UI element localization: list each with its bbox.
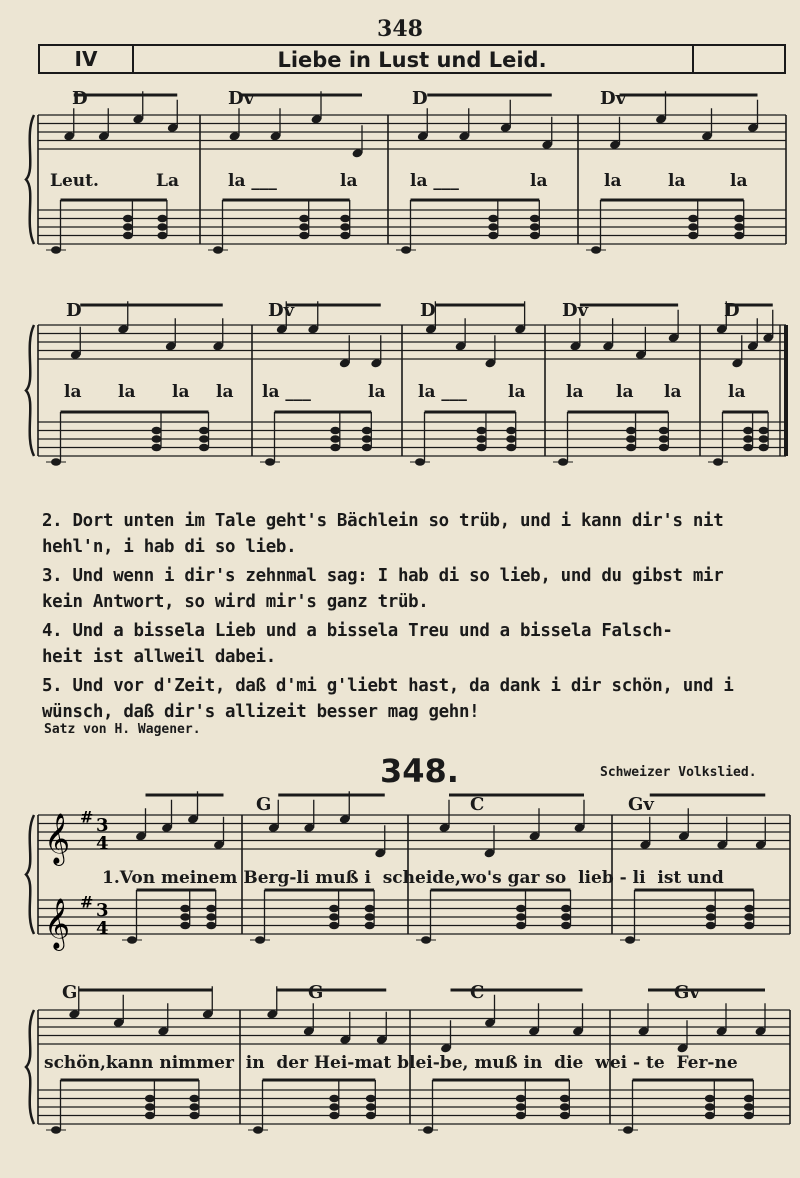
chord-note — [705, 1095, 715, 1103]
lyric-syllable: la ___ — [262, 382, 311, 402]
chord-note — [189, 1095, 199, 1103]
chord-note — [516, 1095, 526, 1103]
lyric-syllable: la — [668, 171, 686, 191]
chord-note — [329, 1103, 339, 1111]
sharp-icon: # — [80, 892, 94, 912]
chord-symbol: G — [256, 794, 272, 815]
time-signature-bottom: 4 — [96, 918, 109, 939]
chord-note — [366, 1112, 376, 1120]
chord-note — [744, 1095, 754, 1103]
arrangement-credit: Satz von H. Wagener. — [44, 722, 201, 737]
time-signature-top: 3 — [96, 815, 109, 836]
chord-note — [366, 1103, 376, 1111]
chord-note — [744, 1103, 754, 1111]
chord-symbol: Dv — [562, 300, 589, 321]
lyric-syllable: la — [616, 382, 634, 402]
chord-symbol: Gv — [628, 794, 654, 815]
lyric-syllable: la — [340, 171, 358, 191]
verse-4: 4. Und a bissela Lieb und a bissela Treu und a bissela Falsch- heit ist allweil dabei. — [42, 621, 673, 667]
song-origin: Schweizer Volkslied. — [600, 765, 757, 780]
chord-note — [705, 1112, 715, 1120]
lyric-syllable: la — [728, 382, 746, 402]
chord-note — [329, 1112, 339, 1120]
lyric-syllable: la — [216, 382, 234, 402]
chord-note — [366, 1095, 376, 1103]
chord-symbol: Dv — [268, 300, 295, 321]
lyric-syllable: la — [368, 382, 386, 402]
time-signature-top: 3 — [96, 900, 109, 921]
chord-note — [560, 1103, 570, 1111]
chord-note — [145, 1112, 155, 1120]
chord-symbol: C — [470, 794, 485, 815]
lyric-syllable: la ___ — [228, 171, 277, 191]
chord-note — [744, 1112, 754, 1120]
lyric-syllable: la — [508, 382, 526, 402]
lyric-syllable: la ___ — [410, 171, 459, 191]
treble-clef-icon: 𝄞 — [44, 898, 71, 949]
chord-symbol: G — [62, 982, 78, 1003]
chord-note — [189, 1112, 199, 1120]
page-number: 348 — [377, 16, 423, 42]
chord-symbol: D — [420, 300, 436, 321]
lyric-syllable: la — [730, 171, 748, 191]
chord-note — [145, 1095, 155, 1103]
verse-2: 2. Dort unten im Tale geht's Bächlein so trüb, und i kann dir's nit hehl'n, i hab di so lieb. — [42, 511, 724, 557]
time-signature-bottom: 4 — [96, 833, 109, 854]
lyric-syllable: la — [566, 382, 584, 402]
song-number: 348. — [380, 752, 459, 790]
chord-symbol: D — [412, 88, 428, 109]
section-title: Liebe in Lust und Leid. — [132, 46, 694, 72]
chord-symbol: D — [72, 88, 88, 109]
chord-symbol: C — [470, 982, 485, 1003]
lyric-syllable: 1.Von meinem Berg-li muß i scheide,wo's gar so lieb - li ist und — [102, 868, 724, 888]
lyric-syllable: la — [530, 171, 548, 191]
chord-note — [705, 1103, 715, 1111]
lyric-syllable: La — [156, 171, 179, 191]
chord-symbol: Gv — [674, 982, 700, 1003]
lyric-syllable: la — [664, 382, 682, 402]
chord-note — [560, 1112, 570, 1120]
lyric-syllable: la ___ — [418, 382, 467, 402]
chord-note — [516, 1112, 526, 1120]
treble-clef-icon: 𝄞 — [44, 813, 71, 864]
chord-symbol: Dv — [600, 88, 627, 109]
section-number: IV — [40, 46, 134, 72]
lyric-syllable: Leut. — [50, 171, 99, 191]
lyric-syllable: la — [118, 382, 136, 402]
chord-note — [189, 1103, 199, 1111]
chord-note — [516, 1103, 526, 1111]
chord-note — [560, 1095, 570, 1103]
chord-symbol: G — [308, 982, 324, 1003]
chord-symbol: Dv — [228, 88, 255, 109]
sharp-icon: # — [80, 807, 94, 827]
chord-symbol: D — [724, 300, 740, 321]
verse-5: 5. Und vor d'Zeit, daß d'mi g'liebt hast, da dank i dir schön, und i wünsch, daß dir's allizeit besser mag gehn! — [42, 676, 734, 722]
chord-note — [145, 1103, 155, 1111]
lyric-syllable: la — [172, 382, 190, 402]
chord-symbol: D — [66, 300, 82, 321]
lyric-syllable: schön,kann nimmer in der Hei-mat blei-be, muß in die wei - te Fer-ne — [44, 1053, 738, 1073]
verse-3: 3. Und wenn i dir's zehnmal sag: I hab di so lieb, und du gibst mir kein Antwort, so wird mir's ganz trüb. — [42, 566, 724, 612]
chord-note — [329, 1095, 339, 1103]
lyric-syllable: la — [64, 382, 82, 402]
lyric-syllable: la — [604, 171, 622, 191]
brace — [26, 1010, 34, 1124]
